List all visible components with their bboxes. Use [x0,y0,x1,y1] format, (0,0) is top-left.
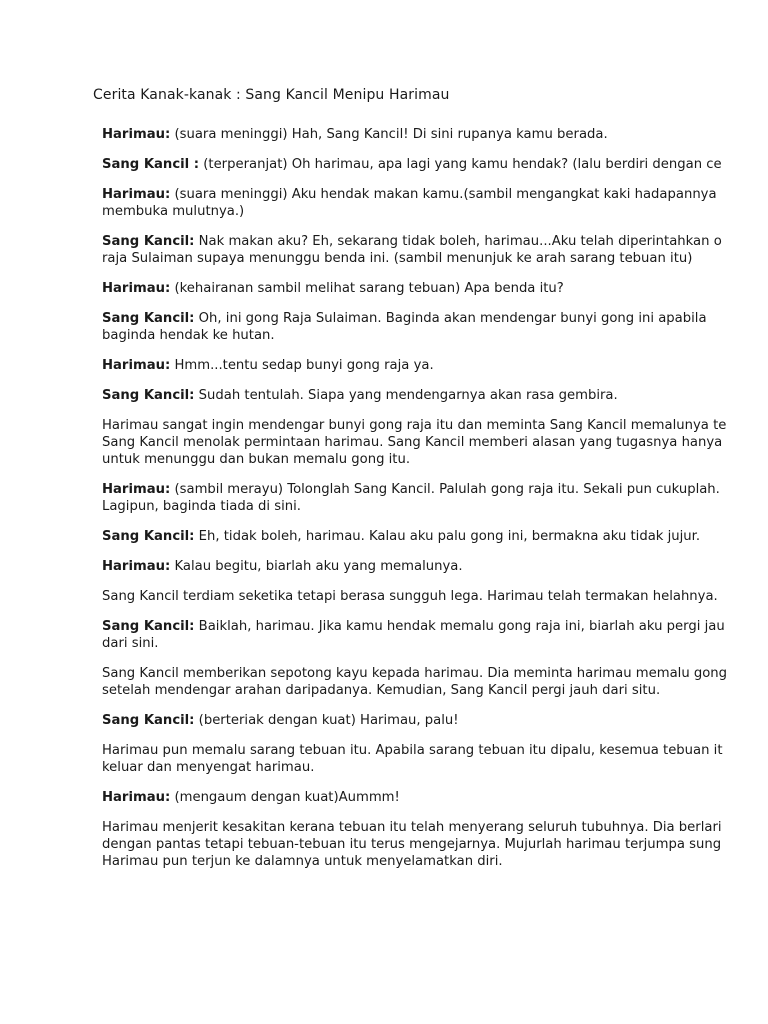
narration-paragraph [102,742,768,776]
dialogue-paragraph [102,310,768,344]
paragraph-line [102,528,768,545]
line-text: Eh, tidak boleh, harimau. Kalau aku palu gong ini, bermakna aku tidak jujur. [198,529,701,544]
paragraph-line [102,310,768,327]
paragraph-line [102,417,768,434]
paragraph-line [102,635,768,652]
line-text: Harimau menjerit kesakitan kerana tebuan itu telah menyerang seluruh tubuhnya. Dia berlari [102,820,722,835]
document-title: Cerita Kanak-kanak : Sang Kancil Menipu Harimau [93,87,450,103]
line-text: Harimau pun memalu sarang tebuan itu. Apabila sarang tebuan itu dipalu, kesemua tebuan it [102,743,723,758]
paragraph-line [102,451,768,468]
dialogue-paragraph [102,387,768,404]
paragraph-line [102,387,768,404]
line-text: Kalau begitu, biarlah aku yang memalunya. [174,559,463,574]
paragraph-line [102,789,768,806]
line-text: untuk menunggu dan bukan memalu gong itu. [102,452,411,467]
paragraph-line [102,618,768,635]
dialogue-paragraph [102,558,768,575]
paragraph-line [102,836,768,853]
paragraph-line [102,203,768,220]
line-text: Harimau pun terjun ke dalamnya untuk menyelamatkan diri. [102,854,503,869]
line-text: Nak makan aku? Eh, sekarang tidak boleh, harimau...Aku telah diperintahkan o [198,234,722,249]
dialogue-paragraph [102,712,768,729]
dialogue-paragraph [102,357,768,374]
line-text: (sambil merayu) Tolonglah Sang Kancil. Palulah gong raja itu. Sekali pun cukuplah. [174,482,720,497]
line-text: (suara meninggi) Hah, Sang Kancil! Di sini rupanya kamu berada. [174,127,608,142]
dialogue-paragraph [102,156,768,173]
line-text: Sudah tentulah. Siapa yang mendengarnya akan rasa gembira. [198,388,618,403]
line-text: setelah mendengar arahan daripadanya. Kemudian, Sang Kancil pergi jauh dari situ. [102,683,661,698]
line-text: Lagipun, baginda tiada di sini. [102,499,301,514]
line-text: (mengaum dengan kuat)Aummm! [174,790,400,805]
speaker-label: Harimau: [102,482,171,497]
speaker-label: Sang Kancil: [102,713,195,728]
line-text: Sang Kancil menolak permintaan harimau. Sang Kancil memberi alasan yang tugasnya hanya [102,435,723,450]
speaker-label: Harimau: [102,281,171,296]
paragraph-line [102,759,768,776]
line-text: membuka mulutnya.) [102,204,245,219]
speaker-label: Harimau: [102,127,171,142]
line-text: (kehairanan sambil melihat sarang tebuan) Apa benda itu? [174,281,564,296]
paragraph-line [102,186,768,203]
line-text: dari sini. [102,636,159,651]
paragraph-line [102,233,768,250]
paragraph-line [102,682,768,699]
paragraph-line [102,327,768,344]
narration-paragraph [102,588,768,605]
dialogue-paragraph [102,186,768,220]
paragraph-line [102,588,768,605]
line-text: Sang Kancil terdiam seketika tetapi berasa sungguh lega. Harimau telah termakan helahnya. [102,589,718,604]
paragraph-line [102,558,768,575]
speaker-label: Sang Kancil: [102,619,195,634]
speaker-label: Harimau: [102,559,171,574]
paragraph-line [102,280,768,297]
line-text: Harimau sangat ingin mendengar bunyi gong raja itu dan meminta Sang Kancil memalunya te [102,418,727,433]
line-text: dengan pantas tetapi tebuan-tebuan itu terus mengejarnya. Mujurlah harimau terjumpa sung [102,837,722,852]
line-text: keluar dan menyengat harimau. [102,760,315,775]
paragraph-line [102,853,768,870]
line-text: Hmm...tentu sedap bunyi gong raja ya. [174,358,434,373]
line-text: (berteriak dengan kuat) Harimau, palu! [198,713,459,728]
dialogue-paragraph [102,789,768,806]
line-text: Oh, ini gong Raja Sulaiman. Baginda akan mendengar bunyi gong ini apabila [198,311,707,326]
paragraph-line [102,481,768,498]
paragraph-line [102,819,768,836]
document-body [102,126,768,883]
paragraph-line [102,357,768,374]
dialogue-paragraph [102,618,768,652]
speaker-label: Sang Kancil: [102,311,195,326]
speaker-label: Sang Kancil: [102,234,195,249]
dialogue-paragraph [102,481,768,515]
dialogue-paragraph [102,280,768,297]
line-text: (terperanjat) Oh harimau, apa lagi yang kamu hendak? (lalu berdiri dengan ce [203,157,722,172]
line-text: raja Sulaiman supaya menunggu benda ini. (sambil menunjuk ke arah sarang tebuan itu) [102,251,693,266]
speaker-label: Harimau: [102,187,171,202]
line-text: (suara meninggi) Aku hendak makan kamu.(sambil mengangkat kaki hadapannya [174,187,717,202]
paragraph-line [102,156,768,173]
narration-paragraph [102,665,768,699]
speaker-label: Sang Kancil: [102,388,195,403]
paragraph-line [102,712,768,729]
line-text: Sang Kancil memberikan sepotong kayu kepada harimau. Dia meminta harimau memalu gong [102,666,728,681]
narration-paragraph [102,417,768,468]
dialogue-paragraph [102,528,768,545]
dialogue-paragraph [102,233,768,267]
speaker-label: Sang Kancil : [102,157,200,172]
paragraph-line [102,434,768,451]
speaker-label: Harimau: [102,790,171,805]
speaker-label: Sang Kancil: [102,529,195,544]
line-text: Baiklah, harimau. Jika kamu hendak memalu gong raja ini, biarlah aku pergi jau [198,619,725,634]
paragraph-line [102,126,768,143]
line-text: baginda hendak ke hutan. [102,328,275,343]
narration-paragraph [102,819,768,870]
paragraph-line [102,250,768,267]
speaker-label: Harimau: [102,358,171,373]
paragraph-line [102,498,768,515]
paragraph-line [102,665,768,682]
paragraph-line [102,742,768,759]
dialogue-paragraph [102,126,768,143]
